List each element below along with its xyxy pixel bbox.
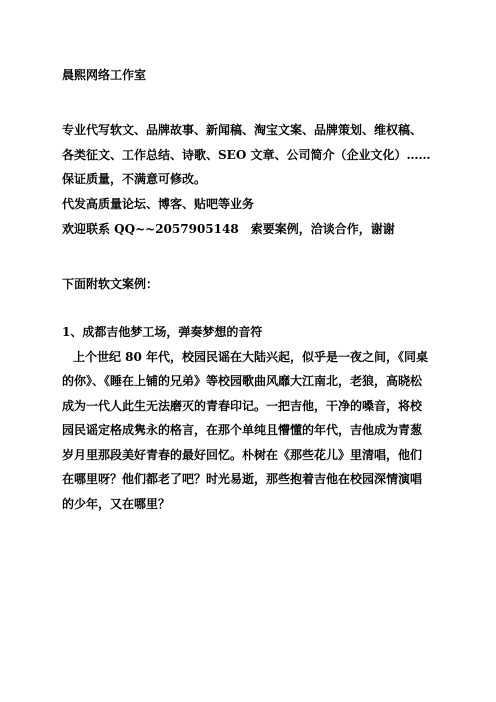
case-paragraph-line-5: 岁月里那段美好青春的最好回忆。朴树在《那些花儿》里清唱，他们 [62, 448, 423, 462]
services-line-3: 保证质量，不满意可修改。 [62, 172, 207, 186]
case-paragraph-line-1: 上个世纪 80 年代，校园民谣在大陆兴起，似乎是一夜之间，《同桌 [73, 350, 429, 364]
case-paragraph-line-4: 园民谣定格成隽永的格言，在那个单纯且懵懂的年代，吉他成为青葱 [62, 423, 423, 437]
studio-name: 晨熙网络工作室 [62, 68, 147, 82]
services-line-2: 各类征文、工作总结、诗歌、SEO 文章、公司简介（企业文化）…… [62, 148, 431, 162]
cases-intro: 下面附软文案例： [62, 277, 159, 291]
case-paragraph-line-6: 在哪里呀？他们都老了吧？时光易逝，那些抱着吉他在校园深情演唱 [62, 472, 423, 486]
contact-line: 欢迎联系 QQ~~2057905148 索要案例，洽谈合作，谢谢 [62, 222, 395, 236]
case-paragraph-line-7: 的少年，又在哪里？ [62, 497, 171, 511]
case-title: 1、成都吉他梦工场，弹奏梦想的音符 [62, 325, 263, 339]
services-line-1: 专业代写软文、品牌故事、新闻稿、淘宝文案、品牌策划、维权稿、 [62, 123, 423, 137]
case-paragraph-line-2: 的你》、《睡在上铺的兄弟》等校园歌曲风靡大江南北，老狼，高晓松 [62, 374, 423, 388]
forums-line: 代发高质量论坛、博客、贴吧等业务 [62, 197, 255, 211]
case-paragraph-line-3: 成为一代人此生无法磨灭的青春印记。一把吉他，干净的嗓音，将校 [62, 399, 423, 413]
